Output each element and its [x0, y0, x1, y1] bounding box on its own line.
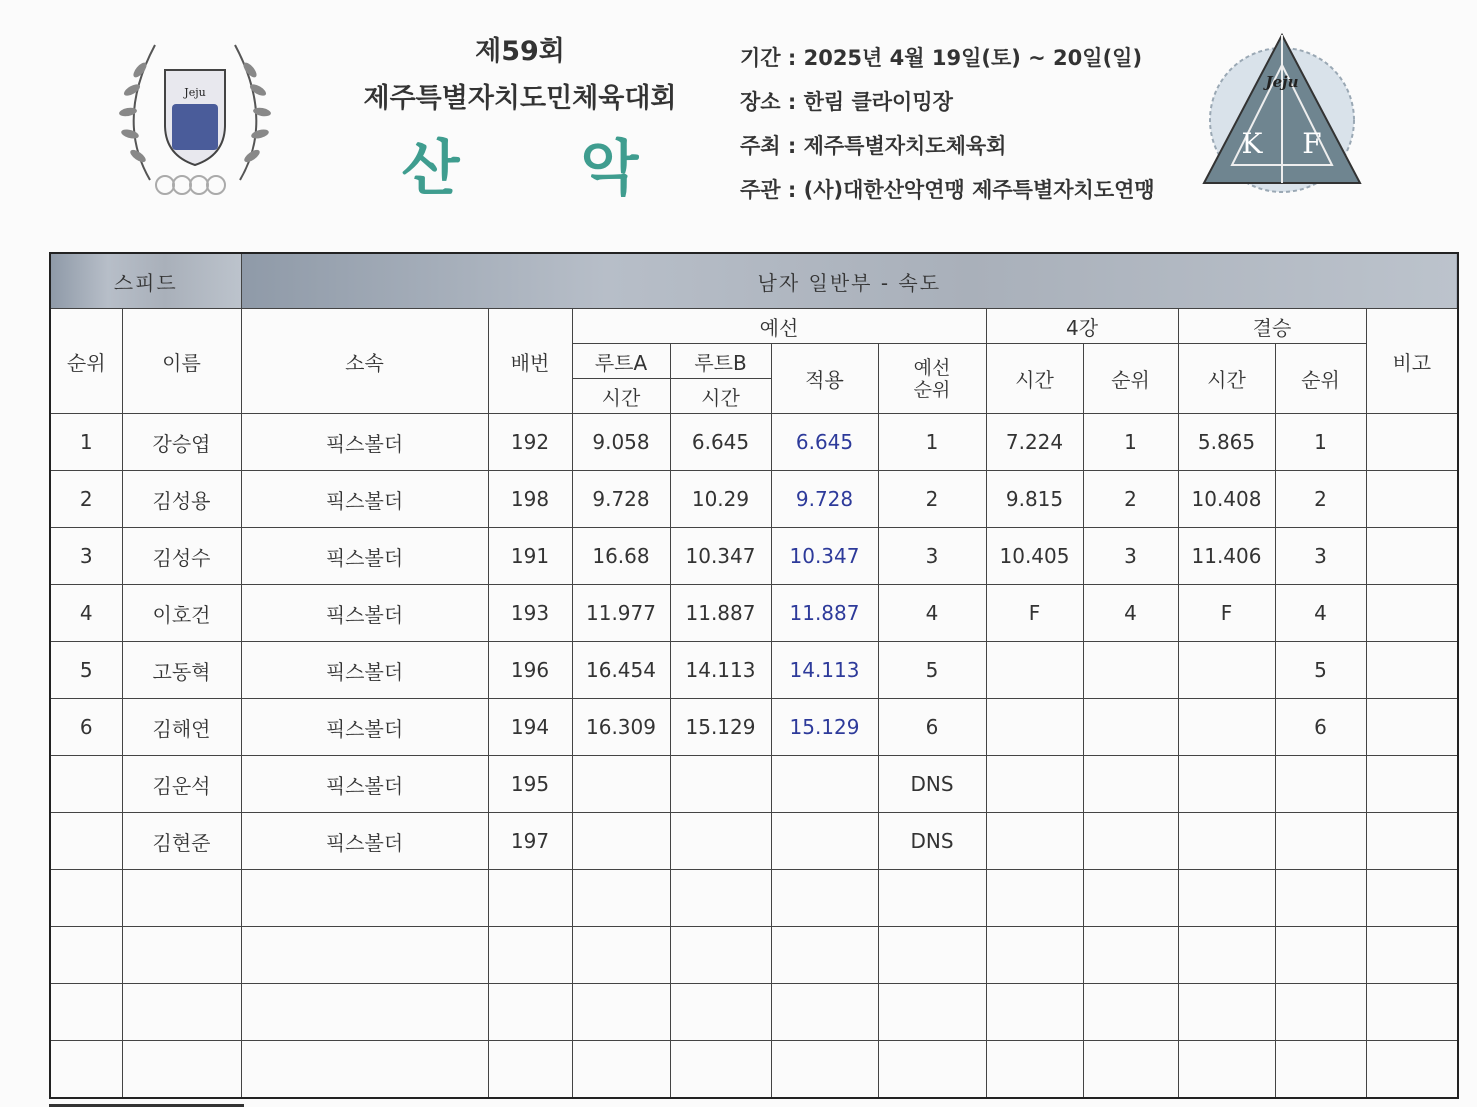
- cell-route-a: 16.454: [572, 642, 670, 699]
- cell-applied: [771, 870, 878, 927]
- event-period: 기간 : 2025년 4월 19일(토) ~ 20일(일): [740, 46, 1143, 70]
- cell-prelim-rank: [878, 927, 986, 984]
- cell-semi-rank: [1083, 984, 1178, 1041]
- col-prelim-rank: [878, 344, 986, 414]
- event-info: [740, 36, 1155, 212]
- cell-remarks: [1366, 756, 1458, 813]
- cell-applied: [771, 1041, 878, 1099]
- sport-title: 산 악: [401, 134, 689, 204]
- cell-remarks: [1366, 585, 1458, 642]
- cell-final-time: [1178, 984, 1275, 1041]
- cell-route-b: [670, 870, 771, 927]
- col-name: 이름: [122, 309, 241, 414]
- cell-affiliation: 픽스볼더: [241, 414, 488, 471]
- cell-prelim-rank: DNS: [878, 813, 986, 870]
- cell-bib: 193: [488, 585, 572, 642]
- col-semi-rank: 순위: [1083, 344, 1178, 414]
- cell-name: [122, 870, 241, 927]
- laurel-emblem-icon: [110, 30, 280, 200]
- cell-semi-rank: 4: [1083, 585, 1178, 642]
- cell-route-a: 16.309: [572, 699, 670, 756]
- results-table: [49, 252, 1459, 1099]
- cell-bib: 198: [488, 471, 572, 528]
- cell-semi-rank: [1083, 699, 1178, 756]
- cell-route-a: [572, 984, 670, 1041]
- col-remarks: 비고: [1366, 309, 1458, 414]
- emblem-text: Jeju: [184, 86, 206, 99]
- table-row: [50, 756, 1458, 813]
- cell-bib: 194: [488, 699, 572, 756]
- cell-semi-time: 9.815: [986, 471, 1083, 528]
- cell-route-a: [572, 813, 670, 870]
- cell-route-b: 15.129: [670, 699, 771, 756]
- cell-final-rank: [1275, 984, 1366, 1041]
- cell-rank: 4: [50, 585, 122, 642]
- table-row: [50, 1041, 1458, 1099]
- cell-final-rank: [1275, 1041, 1366, 1099]
- cell-semi-rank: 3: [1083, 528, 1178, 585]
- cell-name: 고동혁: [122, 642, 241, 699]
- cell-route-a: 16.68: [572, 528, 670, 585]
- cell-bib: [488, 984, 572, 1041]
- cell-name: 강승엽: [122, 414, 241, 471]
- col-route-a: 루트A: [572, 344, 670, 379]
- cell-applied: [771, 984, 878, 1041]
- cell-name: 김성수: [122, 528, 241, 585]
- cell-semi-time: [986, 927, 1083, 984]
- cell-semi-rank: 1: [1083, 414, 1178, 471]
- cell-affiliation: [241, 1041, 488, 1099]
- event-host: 주최 : 제주특별자치도체육회: [740, 134, 1007, 158]
- col-route-b-time: 시간: [670, 379, 771, 414]
- col-bib: 배번: [488, 309, 572, 414]
- event-title-block: [330, 30, 710, 208]
- cell-affiliation: 픽스볼더: [241, 642, 488, 699]
- cell-semi-time: 10.405: [986, 528, 1083, 585]
- col-semi-time: 시간: [986, 344, 1083, 414]
- cell-prelim-rank: 3: [878, 528, 986, 585]
- emblem-right-text: Jeju: [1265, 73, 1299, 91]
- cell-applied: [771, 756, 878, 813]
- col-final-rank: 순위: [1275, 344, 1366, 414]
- cell-name: 이호건: [122, 585, 241, 642]
- col-route-a-time: 시간: [572, 379, 670, 414]
- cell-route-b: 6.645: [670, 414, 771, 471]
- cell-semi-time: F: [986, 585, 1083, 642]
- cell-rank: [50, 813, 122, 870]
- cell-remarks: [1366, 870, 1458, 927]
- col-applied: 적용: [771, 344, 878, 414]
- cell-applied: 6.645: [771, 414, 878, 471]
- table-row: [50, 927, 1458, 984]
- cell-final-time: 10.408: [1178, 471, 1275, 528]
- cell-route-b: [670, 1041, 771, 1099]
- cell-rank: [50, 927, 122, 984]
- cell-semi-time: [986, 1041, 1083, 1099]
- cell-rank: [50, 756, 122, 813]
- cell-name: 김현준: [122, 813, 241, 870]
- cell-final-time: 11.406: [1178, 528, 1275, 585]
- cell-rank: 3: [50, 528, 122, 585]
- climbing-federation-emblem: [1200, 25, 1365, 200]
- cell-remarks: [1366, 642, 1458, 699]
- cell-affiliation: 픽스볼더: [241, 813, 488, 870]
- table-row: [50, 642, 1458, 699]
- col-final: 결승: [1178, 309, 1366, 344]
- cell-final-rank: 5: [1275, 642, 1366, 699]
- cell-bib: [488, 870, 572, 927]
- event-organizer: 주관 : (사)대한산악연맹 제주특별자치도연맹: [740, 178, 1155, 202]
- cell-semi-rank: 2: [1083, 471, 1178, 528]
- cell-prelim-rank: 1: [878, 414, 986, 471]
- event-name: 제주특별자치도민체육대회: [363, 83, 677, 114]
- jeju-sports-emblem: [110, 30, 280, 200]
- event-edition: 제59회: [475, 36, 565, 67]
- cell-semi-time: [986, 699, 1083, 756]
- cell-applied: [771, 927, 878, 984]
- cell-semi-rank: [1083, 756, 1178, 813]
- table-row: [50, 984, 1458, 1041]
- cell-bib: [488, 927, 572, 984]
- cell-semi-rank: [1083, 1041, 1178, 1099]
- cell-route-b: 14.113: [670, 642, 771, 699]
- cell-final-time: [1178, 699, 1275, 756]
- cell-route-a: [572, 1041, 670, 1099]
- cell-rank: [50, 984, 122, 1041]
- cell-affiliation: 픽스볼더: [241, 528, 488, 585]
- table-banner: [50, 253, 1458, 309]
- cell-affiliation: 픽스볼더: [241, 756, 488, 813]
- cell-affiliation: 픽스볼더: [241, 699, 488, 756]
- cell-semi-time: [986, 984, 1083, 1041]
- cell-prelim-rank: [878, 870, 986, 927]
- cell-applied: 14.113: [771, 642, 878, 699]
- cell-bib: [488, 1041, 572, 1099]
- table-row: [50, 528, 1458, 585]
- cell-affiliation: [241, 927, 488, 984]
- cell-applied: 11.887: [771, 585, 878, 642]
- results-body: [50, 414, 1458, 1099]
- cell-semi-time: [986, 642, 1083, 699]
- cell-final-time: [1178, 642, 1275, 699]
- cell-name: 김성용: [122, 471, 241, 528]
- cell-prelim-rank: 6: [878, 699, 986, 756]
- cell-remarks: [1366, 984, 1458, 1041]
- cell-final-rank: [1275, 870, 1366, 927]
- cell-semi-time: 7.224: [986, 414, 1083, 471]
- cell-prelim-rank: 2: [878, 471, 986, 528]
- cell-semi-time: [986, 870, 1083, 927]
- cell-final-time: [1178, 1041, 1275, 1099]
- cell-semi-time: [986, 813, 1083, 870]
- cell-affiliation: [241, 870, 488, 927]
- table-row: [50, 870, 1458, 927]
- cell-route-a: 9.728: [572, 471, 670, 528]
- cell-final-rank: [1275, 927, 1366, 984]
- cell-remarks: [1366, 699, 1458, 756]
- col-prelim-rank-label: 예선 순위: [913, 356, 951, 401]
- cell-remarks: [1366, 813, 1458, 870]
- cell-rank: [50, 870, 122, 927]
- cell-route-b: [670, 756, 771, 813]
- cell-route-b: [670, 813, 771, 870]
- cell-rank: 2: [50, 471, 122, 528]
- cell-bib: 195: [488, 756, 572, 813]
- cell-remarks: [1366, 528, 1458, 585]
- cell-remarks: [1366, 1041, 1458, 1099]
- col-affiliation: 소속: [241, 309, 488, 414]
- cell-rank: 1: [50, 414, 122, 471]
- cell-route-a: [572, 870, 670, 927]
- cell-route-b: 10.29: [670, 471, 771, 528]
- cell-final-rank: [1275, 756, 1366, 813]
- cell-route-a: 11.977: [572, 585, 670, 642]
- cell-final-rank: 6: [1275, 699, 1366, 756]
- cell-affiliation: 픽스볼더: [241, 471, 488, 528]
- banner-division: 남자 일반부 - 속도: [241, 253, 1458, 309]
- cell-prelim-rank: [878, 1041, 986, 1099]
- cell-route-b: [670, 927, 771, 984]
- emblem-letter-k: K: [1241, 127, 1263, 160]
- col-prelim: 예선: [572, 309, 986, 344]
- cell-route-a: [572, 756, 670, 813]
- cell-name: [122, 984, 241, 1041]
- cell-final-rank: 4: [1275, 585, 1366, 642]
- col-final-time: 시간: [1178, 344, 1275, 414]
- cell-route-b: 10.347: [670, 528, 771, 585]
- kf-triangle-emblem-icon: [1200, 25, 1365, 200]
- cell-semi-time: [986, 756, 1083, 813]
- cell-affiliation: 픽스볼더: [241, 585, 488, 642]
- cell-final-time: F: [1178, 585, 1275, 642]
- cell-final-time: [1178, 927, 1275, 984]
- table-row: [50, 414, 1458, 471]
- cell-final-rank: 2: [1275, 471, 1366, 528]
- cell-remarks: [1366, 414, 1458, 471]
- cell-route-b: 11.887: [670, 585, 771, 642]
- table-row: [50, 471, 1458, 528]
- cell-rank: [50, 1041, 122, 1099]
- cell-bib: 192: [488, 414, 572, 471]
- cell-prelim-rank: DNS: [878, 756, 986, 813]
- cell-applied: 15.129: [771, 699, 878, 756]
- cell-final-time: [1178, 870, 1275, 927]
- event-venue: 장소 : 한림 클라이밍장: [740, 90, 953, 114]
- cell-prelim-rank: 4: [878, 585, 986, 642]
- cell-route-a: [572, 927, 670, 984]
- cell-prelim-rank: [878, 984, 986, 1041]
- cell-applied: 10.347: [771, 528, 878, 585]
- cell-final-rank: 3: [1275, 528, 1366, 585]
- cell-rank: 6: [50, 699, 122, 756]
- cell-name: 김해연: [122, 699, 241, 756]
- table-row: [50, 813, 1458, 870]
- cell-name: [122, 927, 241, 984]
- cell-rank: 5: [50, 642, 122, 699]
- cell-name: 김운석: [122, 756, 241, 813]
- banner-category: 스피드: [50, 253, 241, 309]
- col-round4: 4강: [986, 309, 1178, 344]
- cell-remarks: [1366, 927, 1458, 984]
- cell-remarks: [1366, 471, 1458, 528]
- table-row: [50, 699, 1458, 756]
- cell-semi-rank: [1083, 642, 1178, 699]
- cell-route-a: 9.058: [572, 414, 670, 471]
- cell-bib: 197: [488, 813, 572, 870]
- cell-affiliation: [241, 984, 488, 1041]
- cell-applied: 9.728: [771, 471, 878, 528]
- col-route-b: 루트B: [670, 344, 771, 379]
- cell-name: [122, 1041, 241, 1099]
- cell-final-time: [1178, 756, 1275, 813]
- cell-prelim-rank: 5: [878, 642, 986, 699]
- cell-final-rank: 1: [1275, 414, 1366, 471]
- cell-final-rank: [1275, 813, 1366, 870]
- cell-final-time: 5.865: [1178, 414, 1275, 471]
- cell-semi-rank: [1083, 813, 1178, 870]
- cell-semi-rank: [1083, 927, 1178, 984]
- cell-semi-rank: [1083, 870, 1178, 927]
- cell-bib: 191: [488, 528, 572, 585]
- cell-final-time: [1178, 813, 1275, 870]
- table-row: [50, 585, 1458, 642]
- cell-applied: [771, 813, 878, 870]
- header-row-1: [50, 309, 1458, 344]
- cell-route-b: [670, 984, 771, 1041]
- emblem-letter-f: F: [1302, 127, 1322, 160]
- col-rank: 순위: [50, 309, 122, 414]
- cell-bib: 196: [488, 642, 572, 699]
